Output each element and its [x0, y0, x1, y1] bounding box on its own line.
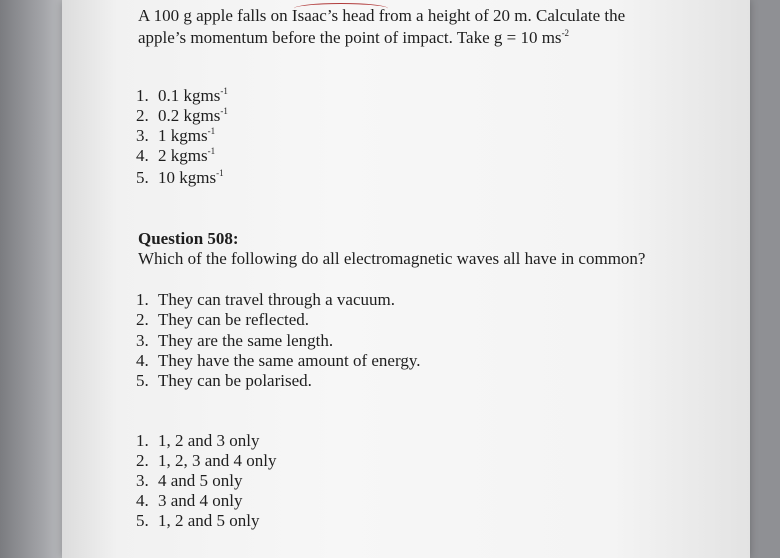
q507-option-4: 4. 2 kgms$^{-1}$	[136, 146, 216, 165]
q507-stem-line-2: apple’s momentum before the point of impact. Take g = 10 $ms^{-2}$	[138, 28, 570, 47]
handwritten-underline	[294, 3, 388, 14]
q508-option-1: 1. 1, 2 and 3 only	[136, 431, 260, 450]
q508-heading: Question 508:	[138, 229, 239, 248]
q508-statement-4: 4. They have the same amount of energy.	[136, 351, 421, 370]
q507-option-3: 3. 1 kgms$^{-1}$	[136, 126, 216, 145]
q507-option-1: 1. 0.1 kgms$^{-1}$	[136, 86, 228, 105]
q507-option-2: 2. 0.2 kgms$^{-1}$	[136, 106, 228, 125]
q508-stem: Which of the following do all electromagnetic waves all have in common?	[138, 249, 646, 268]
q508-option-4: 4. 3 and 4 only	[136, 491, 243, 510]
q508-option-3: 3. 4 and 5 only	[136, 471, 243, 490]
q507-option-5: 5. 10 kgms$^{-1}$	[136, 168, 224, 187]
q508-statement-3: 3. They are the same length.	[136, 331, 334, 350]
background-edge	[0, 0, 62, 558]
q508-option-2: 2. 1, 2, 3 and 4 only	[136, 451, 277, 470]
q508-statement-5: 5. They can be polarised.	[136, 371, 312, 390]
q508-option-5: 5. 1, 2 and 5 only	[136, 511, 260, 530]
q508-statement-2: 2. They can be reflected.	[136, 310, 310, 329]
q507-stem-line-1: A 100 g apple falls on Isaac’s head from a height of 20 m. Calculate the	[138, 6, 626, 25]
q508-statement-1: 1. They can travel through a vacuum.	[136, 290, 395, 309]
